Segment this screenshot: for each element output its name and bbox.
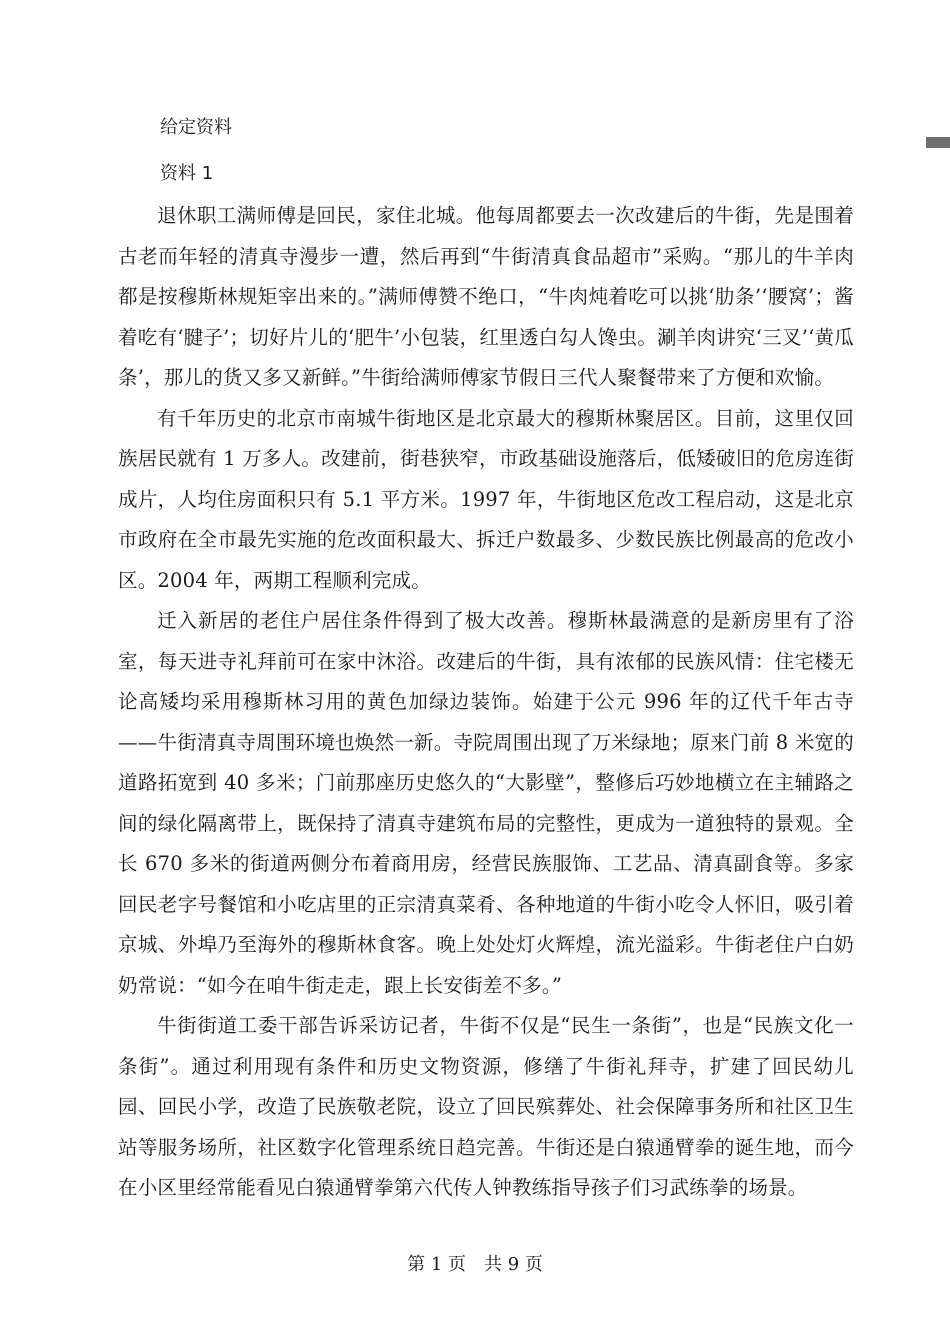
paragraph-4: 牛街街道工委干部告诉采访记者，牛街不仅是“民生一条街”，也是“民族文化一条街”。通过利用现有条件和历史文物资源，修缮了牛街礼拜寺，扩建了回民幼儿园、回民小学，改造了民族敬老院，设立了回民殡葬处、社会保障事务所和社区卫生站等服务场所，社区数字化管理系统日趋完善。牛街还是白猿通臂拳的诞生地，而今在小区里经常能看见白猿通臂拳第六代传人钟教练指导孩子们习武练拳的场景。	[118, 1014, 854, 1199]
paragraph-3: 迁入新居的老住户居住条件得到了极大改善。穆斯林最满意的是新房里有了浴室，每天进寺礼拜前可在家中沐浴。改建后的牛街，具有浓郁的民族风情：住宅楼无论高矮均采用穆斯林习用的黄色加绿边装饰。始建于公元 996 年的辽代千年古寺——牛街清真寺周围环境也焕然一新。寺院周围出现了万米绿地；原来门前 8 米宽的道路拓宽到 40 多米；门前那座历史悠久的“大影壁”，整修后巧妙地横立在主辅路之间的绿化隔离带上，既保持了清真寺建筑布局的完整性，更成为一道独特的景观。全长 670 多米的街道两侧分布着商用房，经营民族服饰、工艺品、清真副食等。多家回民老字号餐馆和小吃店里的正宗清真菜肴、各种地道的牛街小吃令人怀旧，吸引着京城、外埠乃至海外的穆斯林食客。晚上处处灯火辉煌，流光溢彩。牛街老住户白奶奶常说：“如今在咱牛街走走，跟上长安街差不多。”	[118, 609, 854, 997]
material-title: 资料 1	[160, 163, 214, 184]
document-body	[118, 112, 854, 1209]
page-edge-tab	[926, 137, 950, 148]
section-title: 给定资料	[160, 117, 232, 138]
paragraph-2: 有千年历史的北京市南城牛街地区是北京最大的穆斯林聚居区。目前，这里仅回族居民就有 1 万多人。改建前，街巷狭窄，市政基础设施落后，低矮破旧的危房连街成片，人均住房面积只有 5.1 平方米。1997 年，牛街地区危改工程启动，这是北京市政府在全市最先实施的危改面积最大、拆迁户数最多、少数民族比例最高的危改小区。2004 年，两期工程顺利完成。	[118, 406, 854, 592]
page-number: 第 1 页 共 9 页	[407, 1254, 543, 1275]
paragraph-1: 退休职工满师傅是回民，家住北城。他每周都要去一次改建后的牛街，先是围着古老而年轻的清真寺漫步一遭，然后再到“牛街清真食品超市”采购。“那儿的牛羊肉都是按穆斯林规矩宰出来的。”满师傅赞不绝口，“牛肉炖着吃可以挑‘肋条’‘腰窝’；酱着吃有‘腱子’；切好片儿的‘肥牛’小包装，红里透白勾人馋虫。涮羊肉讲究‘三叉’‘黄瓜条’，那儿的货又多又新鲜。”牛街给满师傅家节假日三代人聚餐带来了方便和欢愉。	[118, 204, 854, 389]
